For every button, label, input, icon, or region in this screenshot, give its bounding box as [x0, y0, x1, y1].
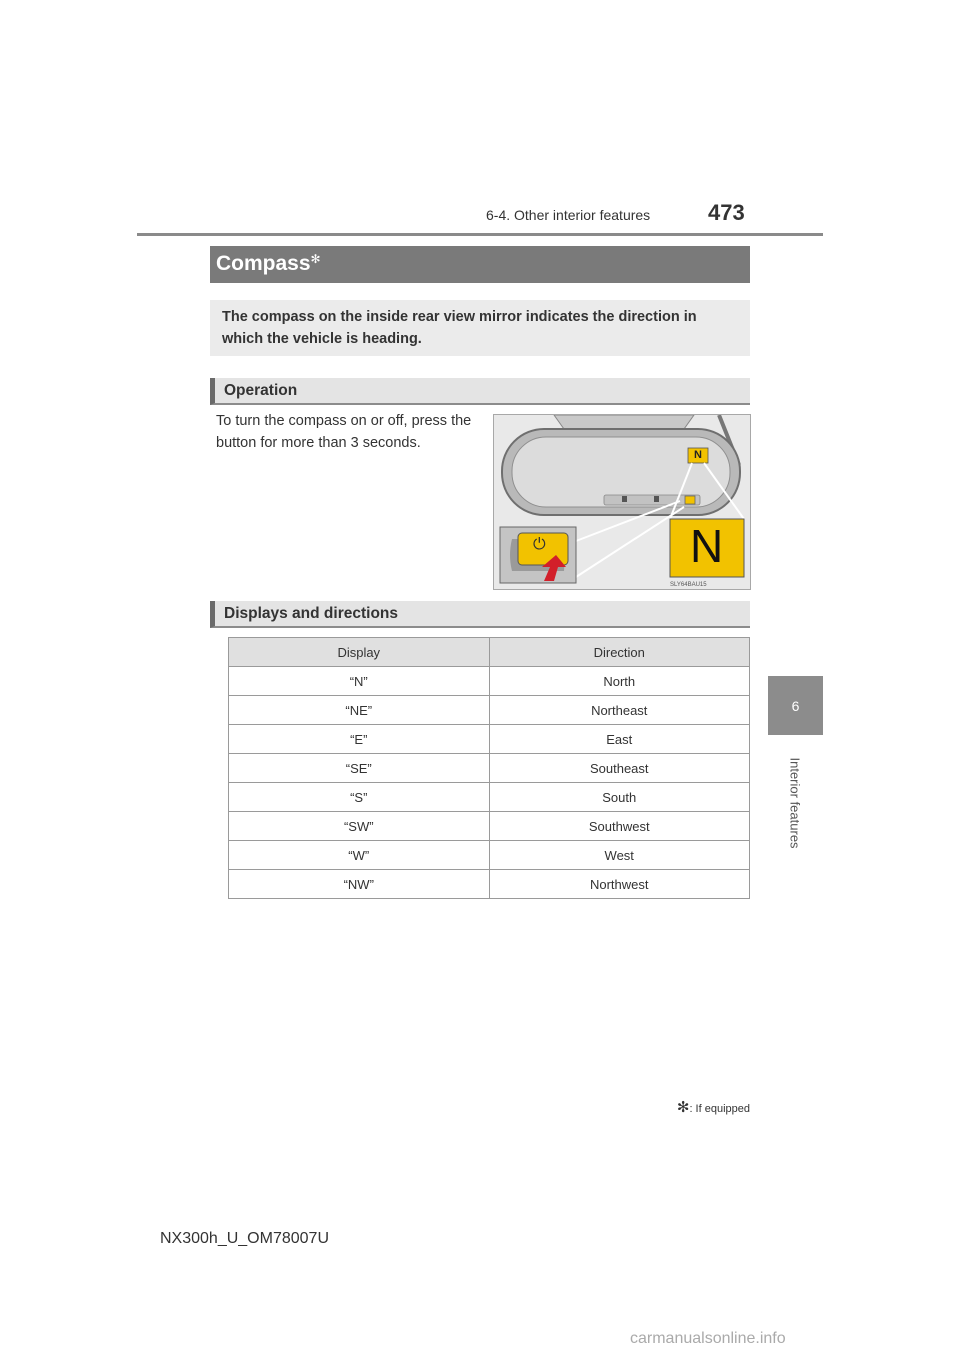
mirror-display-letter: N	[694, 449, 702, 461]
page-heading	[216, 252, 321, 276]
direction-cell: Northeast	[489, 696, 750, 725]
display-cell: “NE”	[229, 696, 490, 725]
model-code: NX300h_U_OM78007U	[160, 1230, 329, 1247]
chapter-label: Interior features	[787, 757, 803, 849]
table-row	[229, 783, 750, 812]
footnote	[612, 1098, 750, 1116]
table-header-row	[229, 638, 750, 667]
watermark: carmanualsonline.info	[630, 1330, 786, 1347]
footnote-text: : If equipped	[689, 1103, 750, 1115]
table-row	[229, 754, 750, 783]
display-cell: “SE”	[229, 754, 490, 783]
table-row	[229, 870, 750, 899]
intro-box: The compass on the inside rear view mirror indicates the direction in which the vehicle is heading.	[210, 300, 750, 356]
direction-cell: East	[489, 725, 750, 754]
display-cell: “N”	[229, 667, 490, 696]
directions-table	[228, 637, 750, 899]
mirror-illustration	[493, 414, 751, 590]
direction-cell: South	[489, 783, 750, 812]
table-row	[229, 841, 750, 870]
chapter-number: 6	[791, 697, 800, 714]
compass-title-bar	[210, 246, 750, 283]
display-cell: “S”	[229, 783, 490, 812]
page-heading-text: Compass	[216, 252, 311, 275]
display-cell: “NW”	[229, 870, 490, 899]
if-equipped-mark: ✻	[310, 252, 321, 266]
direction-cell: Northwest	[489, 870, 750, 899]
direction-cell: Southeast	[489, 754, 750, 783]
displays-heading	[210, 601, 750, 628]
display-cell: “W”	[229, 841, 490, 870]
footnote-mark: ✻	[676, 1099, 690, 1116]
display-cell: “SW”	[229, 812, 490, 841]
table-row	[229, 725, 750, 754]
operation-heading-text: Operation	[224, 382, 298, 399]
column-header-display: Display	[229, 638, 490, 667]
section-title: 6-4. Other interior features	[486, 207, 651, 223]
display-cell: “E”	[229, 725, 490, 754]
figure-code: SLY64BAU15	[670, 582, 707, 588]
direction-cell: Southwest	[489, 812, 750, 841]
displays-heading-text: Displays and directions	[224, 605, 398, 622]
power-icon: ⏻	[533, 536, 546, 553]
table-row	[229, 667, 750, 696]
table-row	[229, 812, 750, 841]
operation-text: To turn the compass on or off, press the button for more than 3 seconds.	[216, 413, 472, 451]
direction-cell: West	[489, 841, 750, 870]
direction-cell: North	[489, 667, 750, 696]
chapter-tab	[768, 676, 823, 735]
table-row	[229, 696, 750, 725]
column-header-direction: Direction	[489, 638, 750, 667]
page-number: 473	[708, 200, 745, 225]
header-rule	[137, 233, 823, 236]
operation-heading	[210, 378, 750, 405]
enlarged-display-letter: N	[690, 520, 724, 572]
